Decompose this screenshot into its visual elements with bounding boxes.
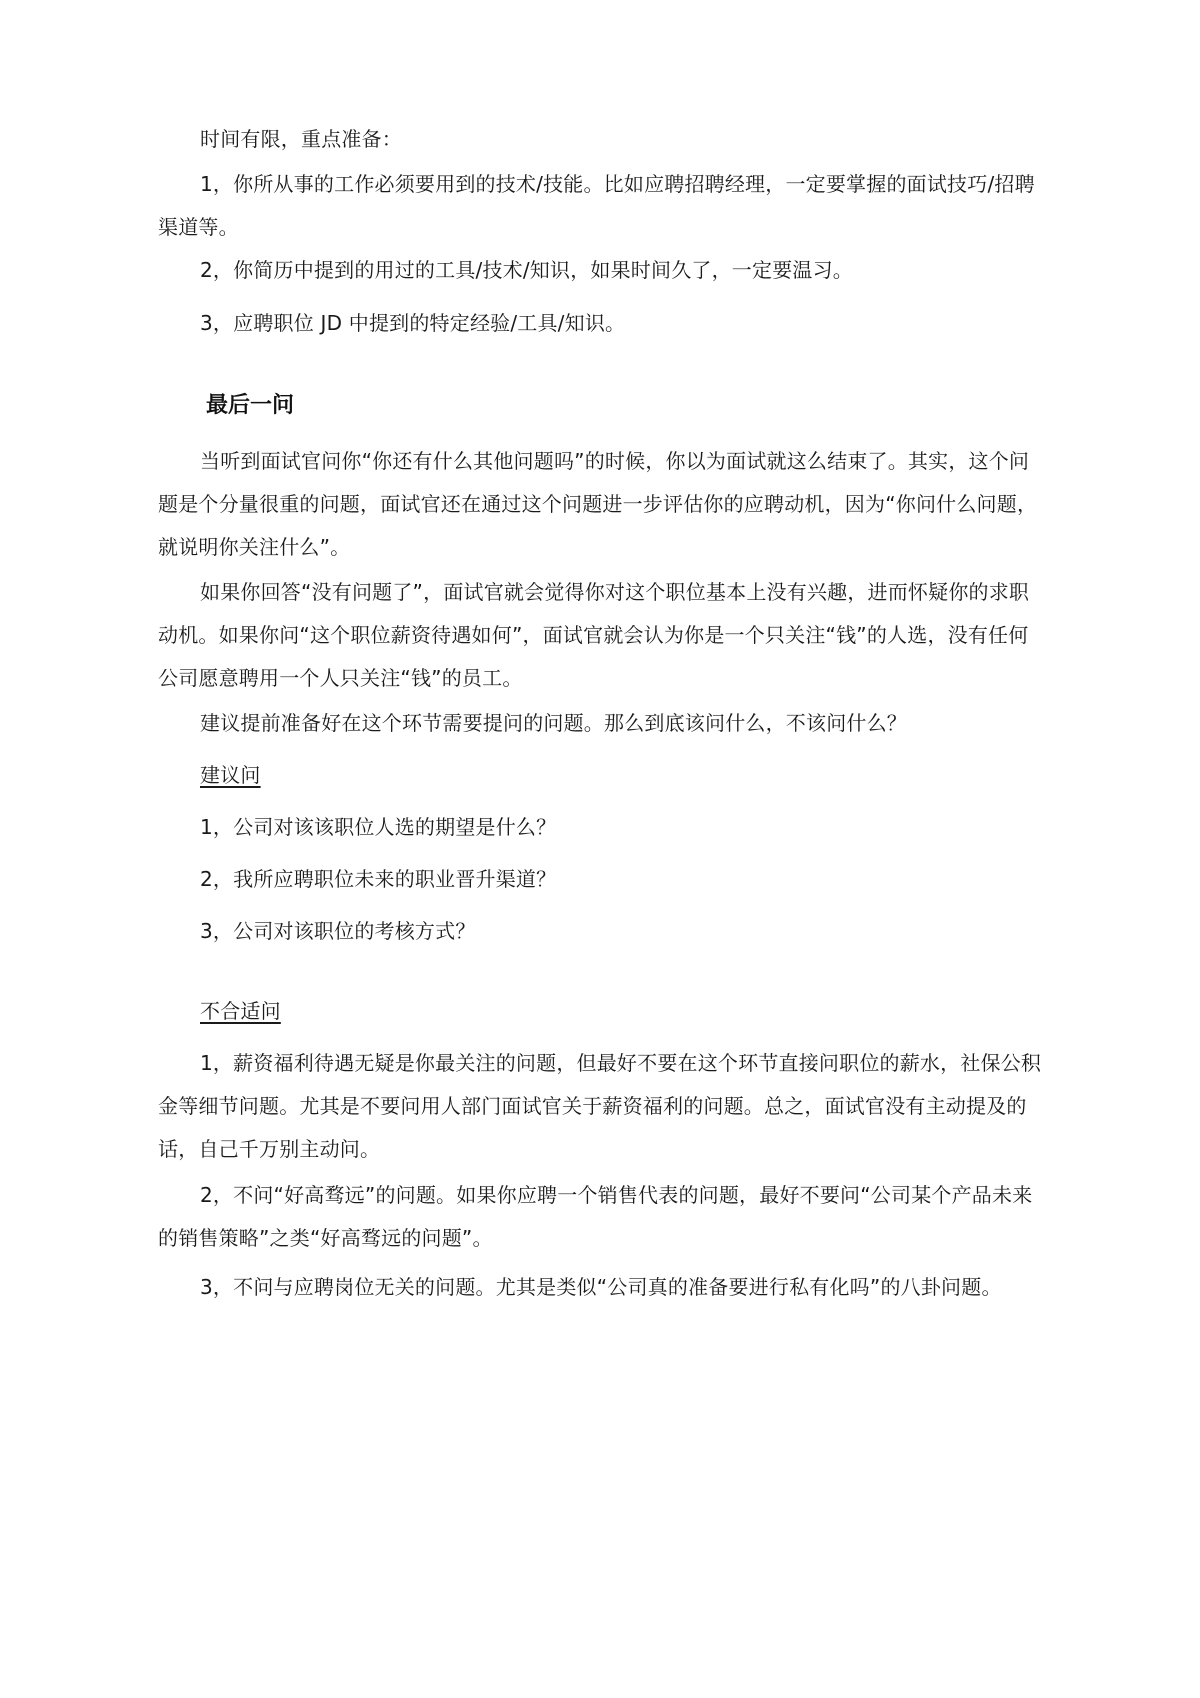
prep-item-1: 1，你所从事的工作必须要用到的技术/技能。比如应聘招聘经理，一定要掌握的面试技巧/招聘渠道等。: [158, 172, 1035, 239]
intro-paragraph: 时间有限，重点准备：: [200, 127, 402, 151]
avoid-label-text: 不合适问: [200, 999, 281, 1023]
suggest-label-text: 建议问: [200, 763, 261, 787]
suggest-item-1: 1，公司对该该职位人选的期望是什么？: [200, 815, 557, 839]
suggest-label: [158, 754, 1048, 797]
body-paragraph-3: 建议提前准备好在这个环节需要提问的问题。那么到底该问什么，不该问什么？: [200, 711, 907, 735]
body-paragraph-2: 如果你回答“没有问题了”，面试官就会觉得你对这个职位基本上没有兴趣，进而怀疑你的求职动机。如果你问“这个职位薪资待遇如何”，面试官就会认为你是一个只关注“钱”的人选，没有任何公司愿意聘用一个人只关注“钱”的员工。: [158, 580, 1030, 690]
avoid-item-3: 3，不问与应聘岗位无关的问题。尤其是类似“公司真的准备要进行私有化吗”的八卦问题。: [200, 1275, 1002, 1299]
prep-item-3: 3，应聘职位 JD 中提到的特定经验/工具/知识。: [200, 311, 626, 335]
suggest-item-2: 2，我所应聘职位未来的职业晋升渠道？: [200, 867, 557, 891]
avoid-label: [158, 990, 1048, 1033]
prep-item-2: 2，你简历中提到的用过的工具/技术/知识，如果时间久了，一定要温习。: [200, 258, 854, 282]
section-heading: 最后一问: [206, 393, 295, 418]
avoid-item-1: 1，薪资福利待遇无疑是你最关注的问题，但最好不要在这个环节直接问职位的薪水，社保公积金等细节问题。尤其是不要问用人部门面试官关于薪资福利的问题。总之，面试官没有主动提及的话，自己千万别主动问。: [158, 1051, 1042, 1161]
suggest-item-3: 3，公司对该职位的考核方式？: [200, 919, 476, 943]
body-paragraph-1: 当听到面试官问你“你还有什么其他问题吗”的时候，你以为面试就这么结束了。其实，这个问题是个分量很重的问题，面试官还在通过这个问题进一步评估你的应聘动机，因为“你问什么问题，就说明你关注什么”。: [158, 449, 1038, 559]
avoid-item-2: 2，不问“好高骛远”的问题。如果你应聘一个销售代表的问题，最好不要问“公司某个产品未来的销售策略”之类“好高骛远的问题”。: [158, 1183, 1033, 1250]
